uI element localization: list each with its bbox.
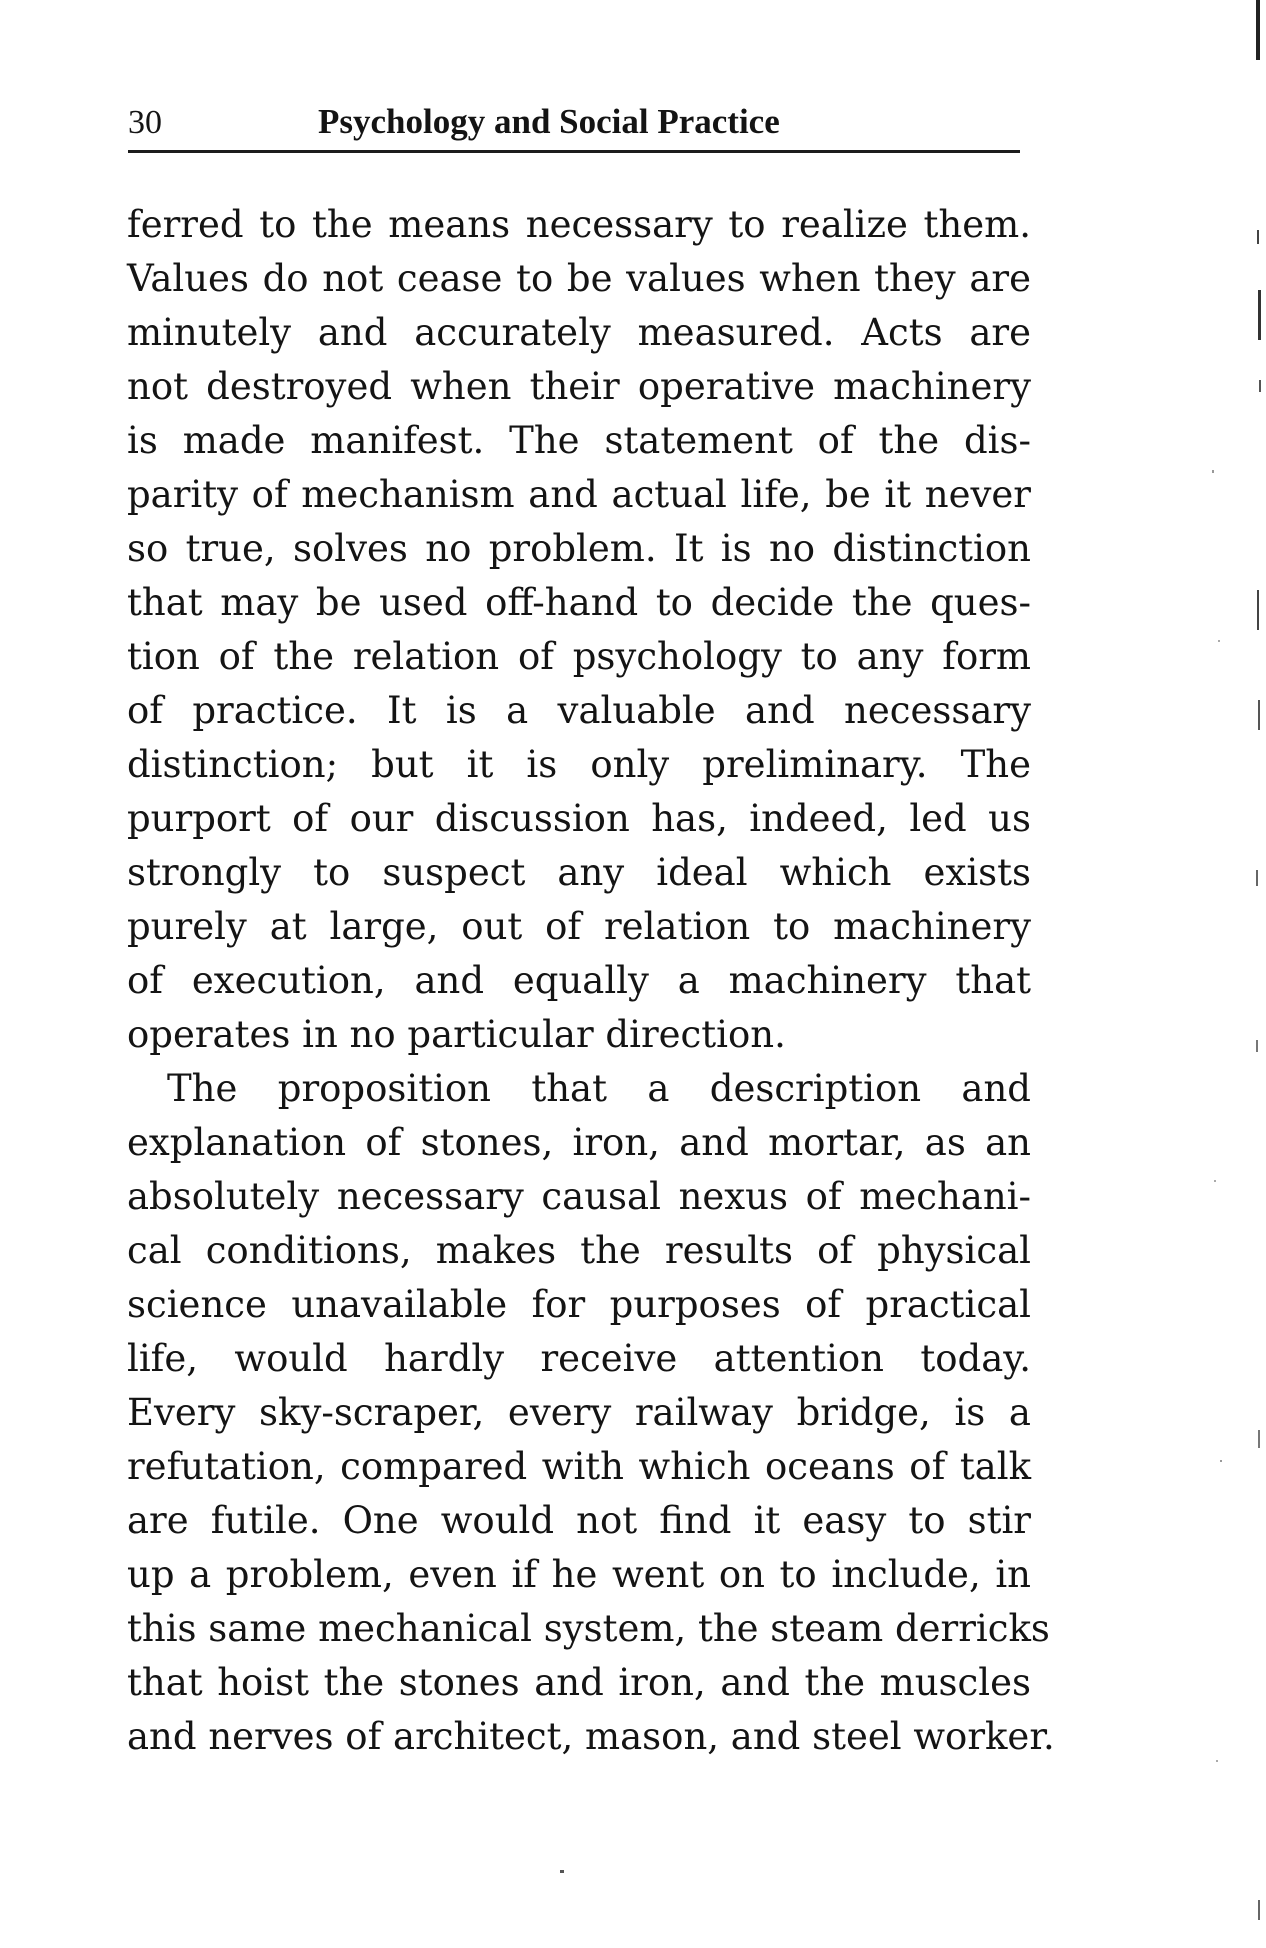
text-line: of execution, and equally a machinery that — [127, 959, 1031, 1002]
text-line: and nerves of architect, mason, and steel worker. — [127, 1715, 1055, 1758]
text-line: science unavailable for purposes of practical — [127, 1283, 1031, 1326]
text-line: distinction; but it is only preliminary. The — [127, 743, 1031, 786]
scan-speck — [558, 1868, 568, 1878]
text-line: not destroyed when their operative machinery — [127, 365, 1031, 408]
text-line: cal conditions, makes the results of physical — [127, 1229, 1031, 1272]
text-line: explanation of stones, iron, and mortar, as an — [127, 1121, 1031, 1164]
text-line: purely at large, out of relation to machinery — [127, 905, 1031, 948]
text-line: this same mechanical system, the steam derricks — [127, 1607, 1050, 1650]
paragraph — [127, 1062, 1055, 1764]
text-line: purport of our discussion has, indeed, led us — [127, 797, 1031, 840]
text-line: that may be used off-hand to decide the ques- — [127, 581, 1031, 624]
text-line: minutely and accurately measured. Acts are — [127, 311, 1031, 354]
text-line: Values do not cease to be values when they are — [127, 257, 1031, 300]
page-number: 30 — [128, 104, 162, 141]
text-line: tion of the relation of psychology to any form — [127, 635, 1031, 678]
text-line: The proposition that a description and — [167, 1067, 1031, 1110]
text-line: is made manifest. The statement of the dis- — [127, 419, 1031, 462]
text-line: absolutely necessary causal nexus of mechani- — [127, 1175, 1031, 1218]
text-line: so true, solves no problem. It is no distinction — [127, 527, 1031, 570]
running-head — [128, 100, 1020, 153]
running-title: Psychology and Social Practice — [318, 102, 780, 141]
text-line: life, would hardly receive attention today. — [127, 1337, 1031, 1380]
text-line: parity of mechanism and actual life, be it never — [127, 473, 1031, 516]
text-line: strongly to suspect any ideal which exists — [127, 851, 1031, 894]
body-text — [127, 198, 1055, 1764]
text-line: ferred to the means necessary to realize them. — [127, 203, 1031, 246]
paragraph — [127, 198, 1031, 1062]
text-line: refutation, compared with which oceans of talk — [127, 1445, 1031, 1488]
text-line: Every sky-scraper, every railway bridge, is a — [127, 1391, 1031, 1434]
text-line: up a problem, even if he went on to include, in — [127, 1553, 1031, 1596]
scan-margin-specks — [1206, 0, 1266, 1948]
text-line: of practice. It is a valuable and necessary — [127, 689, 1031, 732]
text-line: that hoist the stones and iron, and the muscles — [127, 1661, 1031, 1704]
text-line: are futile. One would not find it easy to stir — [127, 1499, 1031, 1542]
text-line: operates in no particular direction. — [127, 1013, 786, 1056]
